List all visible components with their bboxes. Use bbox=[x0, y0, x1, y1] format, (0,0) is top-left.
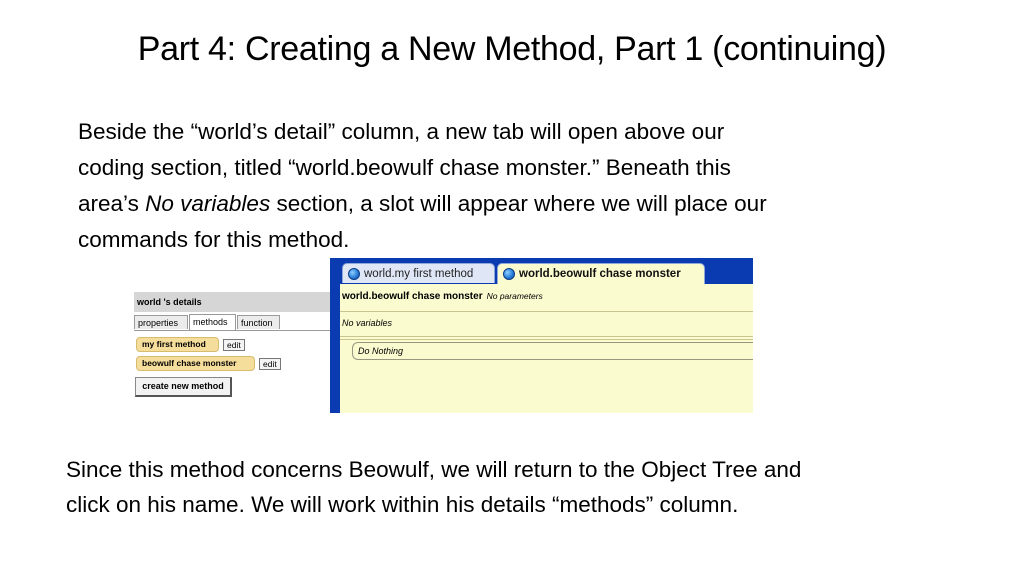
world-globe-icon bbox=[348, 268, 360, 280]
details-header: world 's details bbox=[134, 292, 331, 312]
intro-line-3 bbox=[78, 186, 958, 222]
follow-up-line-2: click on his name. We will work within his details “methods” column. bbox=[66, 492, 739, 517]
details-panel bbox=[134, 292, 331, 413]
intro-paragraph bbox=[78, 114, 958, 258]
tab-function[interactable]: function bbox=[237, 315, 280, 329]
follow-up-line-1: Since this method concerns Beowulf, we will return to the Object Tree and bbox=[66, 457, 802, 482]
intro-line-2: coding section, titled “world.beowulf chase monster.” Beneath this bbox=[78, 155, 731, 180]
intro-line-3-italic: No variables bbox=[145, 191, 271, 216]
method-chip[interactable]: beowulf chase monster bbox=[136, 356, 255, 371]
do-nothing-placeholder: Do Nothing bbox=[358, 346, 404, 356]
editor-tab-label: world.my first method bbox=[364, 268, 474, 280]
divider bbox=[340, 339, 753, 340]
tab-properties[interactable]: properties bbox=[134, 315, 188, 329]
editor-tab-label: world.beowulf chase monster bbox=[519, 268, 681, 280]
intro-line-4: commands for this method. bbox=[78, 227, 350, 252]
parameters-label: No parameters bbox=[486, 291, 543, 301]
method-title bbox=[342, 291, 543, 302]
follow-up-paragraph bbox=[66, 452, 986, 522]
method-editor bbox=[330, 258, 753, 413]
edit-button[interactable]: edit bbox=[259, 358, 281, 370]
intro-line-3-end: section, a slot will appear where we will place our bbox=[270, 191, 767, 216]
intro-line-1: Beside the “world’s detail” column, a new tab will open above our bbox=[78, 119, 725, 144]
divider bbox=[340, 311, 753, 312]
divider bbox=[340, 336, 753, 337]
create-new-method-button[interactable]: create new method bbox=[135, 377, 232, 397]
intro-line-3-start: area’s bbox=[78, 191, 146, 216]
method-code-area bbox=[340, 284, 753, 413]
details-tabs bbox=[134, 314, 331, 331]
world-globe-icon bbox=[503, 268, 515, 280]
slide-title: Part 4: Creating a New Method, Part 1 (continuing) bbox=[137, 30, 887, 68]
alice-editor-screenshot bbox=[134, 258, 753, 413]
variables-label: No variables bbox=[342, 318, 393, 328]
command-slot[interactable] bbox=[352, 342, 753, 360]
method-chip[interactable]: my first method bbox=[136, 337, 219, 352]
tab-methods[interactable]: methods bbox=[189, 314, 236, 330]
editor-tab-my-first-method[interactable] bbox=[342, 263, 495, 283]
editor-tab-beowulf-chase-monster[interactable] bbox=[497, 263, 705, 285]
edit-button[interactable]: edit bbox=[223, 339, 245, 351]
method-name: world.beowulf chase monster bbox=[342, 291, 483, 302]
